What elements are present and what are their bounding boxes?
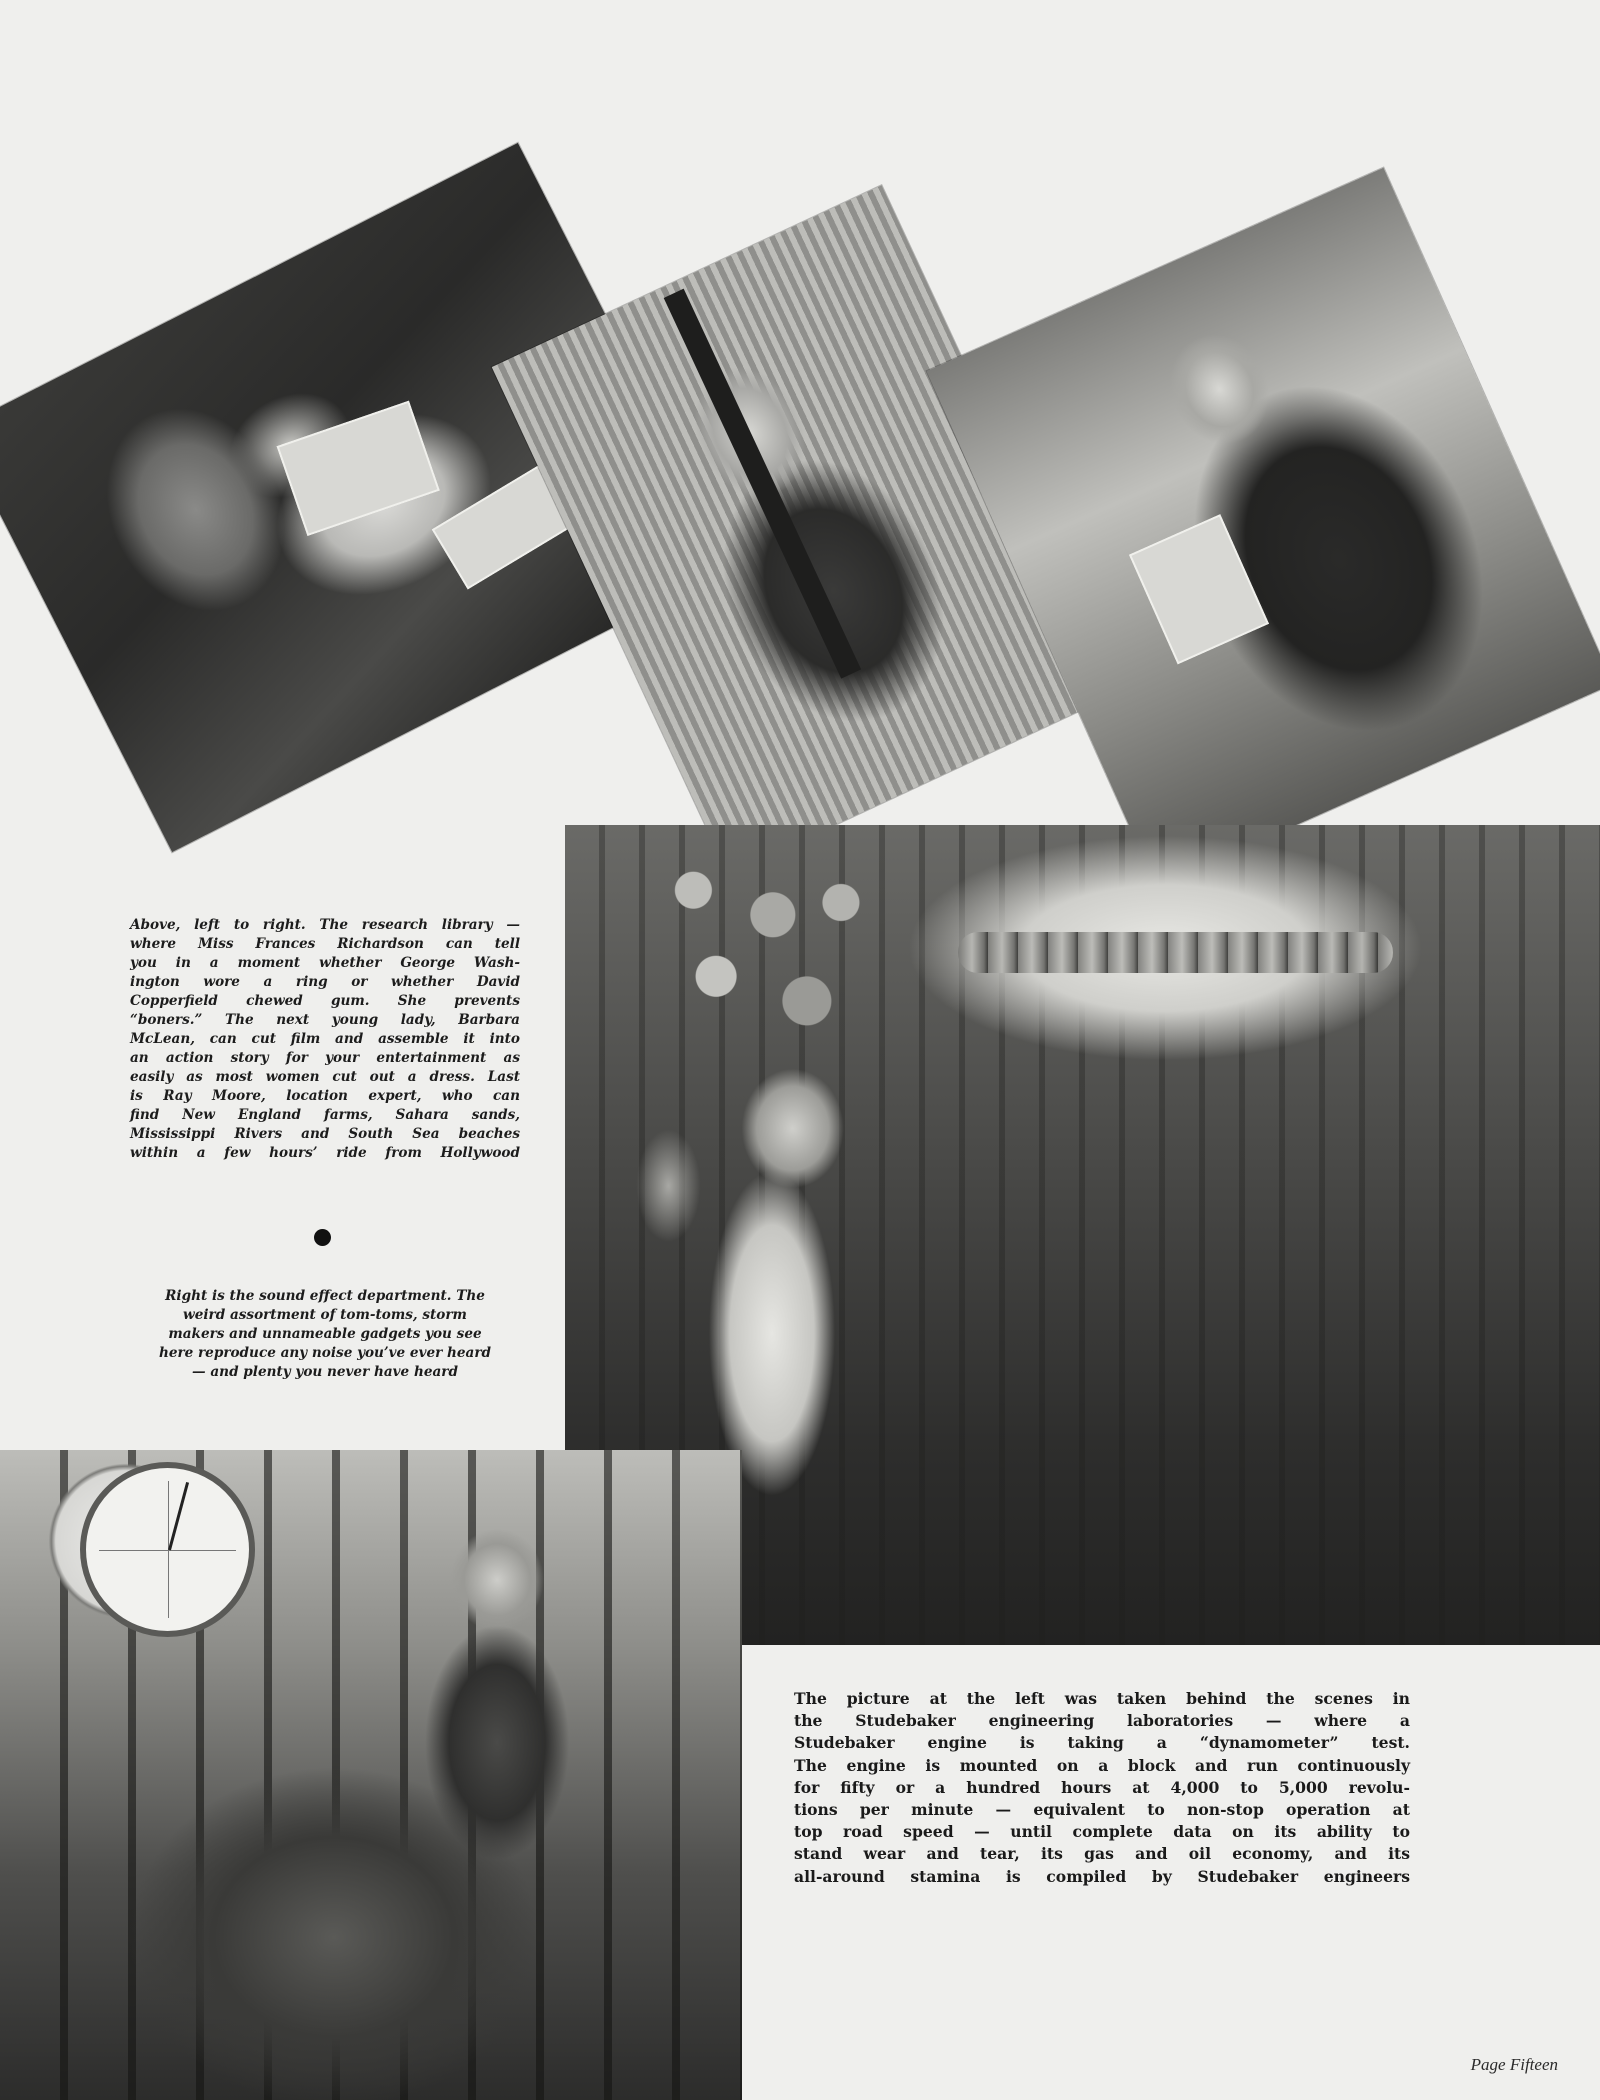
caption-line: all-around stamina is compiled by Studebaker engineers bbox=[794, 1866, 1410, 1886]
caption-line: is Ray Moore, location expert, who can bbox=[130, 1088, 520, 1104]
caption-line: where Miss Frances Richardson can tell bbox=[130, 936, 520, 952]
caption-line: makers and unnameable gadgets you see bbox=[168, 1326, 482, 1342]
photo-location-expert bbox=[927, 168, 1600, 888]
caption-line: stand wear and tear, its gas and oil economy, and its bbox=[794, 1844, 1410, 1864]
photo-open-book bbox=[277, 401, 440, 536]
caption-line: Copperfield chewed gum. She prevents bbox=[130, 993, 520, 1009]
caption-line: an action story for your entertainment as bbox=[130, 1050, 520, 1066]
caption-line: “boners.” The next young lady, Barbara bbox=[130, 1012, 520, 1028]
photo-location-print bbox=[1129, 514, 1269, 664]
caption-line: within a few hours’ ride from Hollywood bbox=[130, 1145, 520, 1161]
caption-line: — and plenty you never have heard bbox=[192, 1364, 458, 1380]
caption-line: easily as most women cut out a dress. Last bbox=[130, 1069, 520, 1085]
caption-line: weird assortment of tom-toms, storm bbox=[183, 1307, 467, 1323]
caption-line: McLean, can cut film and assemble it into bbox=[130, 1031, 520, 1047]
photo-engine-dynamometer-test bbox=[0, 1450, 742, 2100]
dynamometer-gauge bbox=[80, 1462, 255, 1637]
caption-line: The engine is mounted on a block and run continuously bbox=[794, 1755, 1410, 1775]
caption-line: tions per minute — equivalent to non-stop operation at bbox=[794, 1800, 1410, 1820]
separator-bullet bbox=[314, 1229, 331, 1246]
caption-line: top road speed — until complete data on its ability to bbox=[794, 1822, 1410, 1842]
caption-line: Right is the sound effect department. The bbox=[165, 1288, 485, 1304]
caption-line: ington wore a ring or whether David bbox=[130, 974, 520, 990]
caption-line: Above, left to right. The research library — bbox=[130, 917, 520, 933]
caption-line: the Studebaker engineering laboratories — where a bbox=[794, 1711, 1410, 1731]
caption-line: The picture at the left was taken behind the scenes in bbox=[794, 1689, 1410, 1708]
caption-line: Studebaker engine is taking a “dynamometer” test. bbox=[794, 1733, 1410, 1753]
photo-hanging-pans bbox=[958, 932, 1393, 973]
caption-engine-test bbox=[794, 1688, 1410, 1888]
caption-line: here reproduce any noise you’ve ever heard bbox=[158, 1345, 492, 1361]
caption-line: find New England farms, Sahara sands, bbox=[130, 1107, 520, 1123]
photo-tom-toms bbox=[648, 841, 876, 1087]
caption-line: Mississippi Rivers and South Sea beaches bbox=[130, 1126, 520, 1142]
caption-sound-effect-department bbox=[130, 1287, 520, 1382]
caption-line: for fifty or a hundred hours at 4,000 to 5,000 revolu- bbox=[794, 1777, 1410, 1797]
page-number: Page Fifteen bbox=[1470, 2055, 1558, 2074]
film-strip bbox=[664, 289, 861, 679]
caption-line: you in a moment whether George Wash- bbox=[130, 955, 520, 971]
caption-research-library bbox=[130, 916, 520, 1163]
